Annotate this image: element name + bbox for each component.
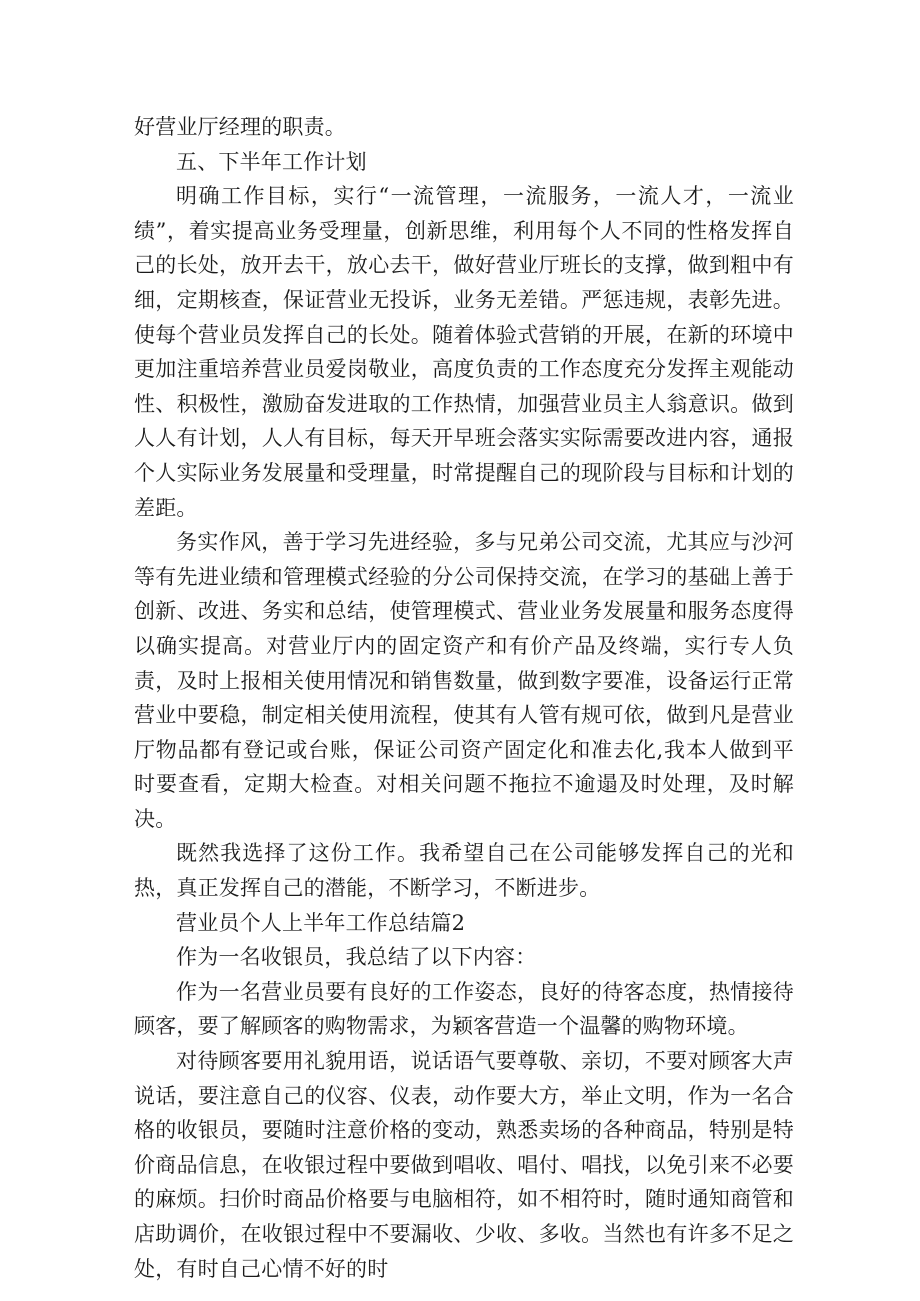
paragraph-continuation: 好营业厅经理的职责。 xyxy=(134,115,346,139)
paragraph: 明确工作目标，实行“一流管理，一流服务，一流人才，一流业绩”，着实提高业务受理量，创新思维，利用每个人不同的性格发挥自己的长处，放开去干，放心去干，做好营业厅班长的支撑，做到粗中有细，定期核查，保证营业无投诉，业务无差错。严惩违规，表彰先进。使每个营业员发挥自己的长处。随着体验式营销的开展，在新的环境中更加注重培养营业员爱岗敬业，高度负责的工作态度充分发挥主观能动性、积极性，激励奋发进取的工作热情，加强营业员主人翁意识。做到人人有计划，人人有目标，每天开早班会落实实际需要改进内容，通报个人实际业务发展量和受理量，时常提醒自己的现阶段与目标和计划的差距。 xyxy=(134,184,794,520)
paragraph: 既然我选择了这份工作。我希望自己在公司能够发挥自己的光和热，真正发挥自己的潜能，不断学习，不断进步。 xyxy=(134,841,794,901)
article-title: 营业员个人上半年工作总结篇2 xyxy=(176,910,466,935)
section-heading: 五、下半年工作计划 xyxy=(176,149,367,174)
paragraph: 作为一名收银员，我总结了以下内容： xyxy=(176,945,537,970)
paragraph: 作为一名营业员要有良好的工作姿态，良好的待客态度，热情接待顾客，要了解顾客的购物需求，为颖客营造一个温馨的购物环境。 xyxy=(134,979,794,1039)
paragraph: 务实作风，善于学习先进经验，多与兄弟公司交流，尤其应与沙河等有先进业绩和管理模式经验的分公司保持交流，在学习的基础上善于创新、改进、务实和总结，使管理模式、营业业务发展量和服务态度得以确实提高。对营业厅内的固定资产和有价产品及终端，实行专人负责，及时上报相关使用情况和销售数量，做到数字要准，设备运行正常营业中要稳，制定相关使用流程，使其有人管有规可依，做到凡是营业厅物品都有登记或台账，保证公司资产固定化和准去化,我本人做到平时要查看，定期大检查。对相关问题不拖拉不逾遢及时处理，及时解决。 xyxy=(134,530,794,831)
paragraph: 对待顾客要用礼貌用语，说话语气要尊敬、亲切，不要对顾客大声说话，要注意自己的仪容、仪表，动作要大方，举止文明，作为一名合格的收银员，要随时注意价格的变动，熟悉卖场的各种商品，特别是特价商品信息，在收银过程中要做到唱收、唱付、唱找，以免引来不必要的麻烦。扫价时商品价格要与电脑相符，如不相符时，随时通知商管和店助调价，在收银过程中不要漏收、少收、多收。当然也有许多不足之处，有时自己心情不好的时 xyxy=(134,1049,794,1281)
document-body xyxy=(134,110,794,1286)
